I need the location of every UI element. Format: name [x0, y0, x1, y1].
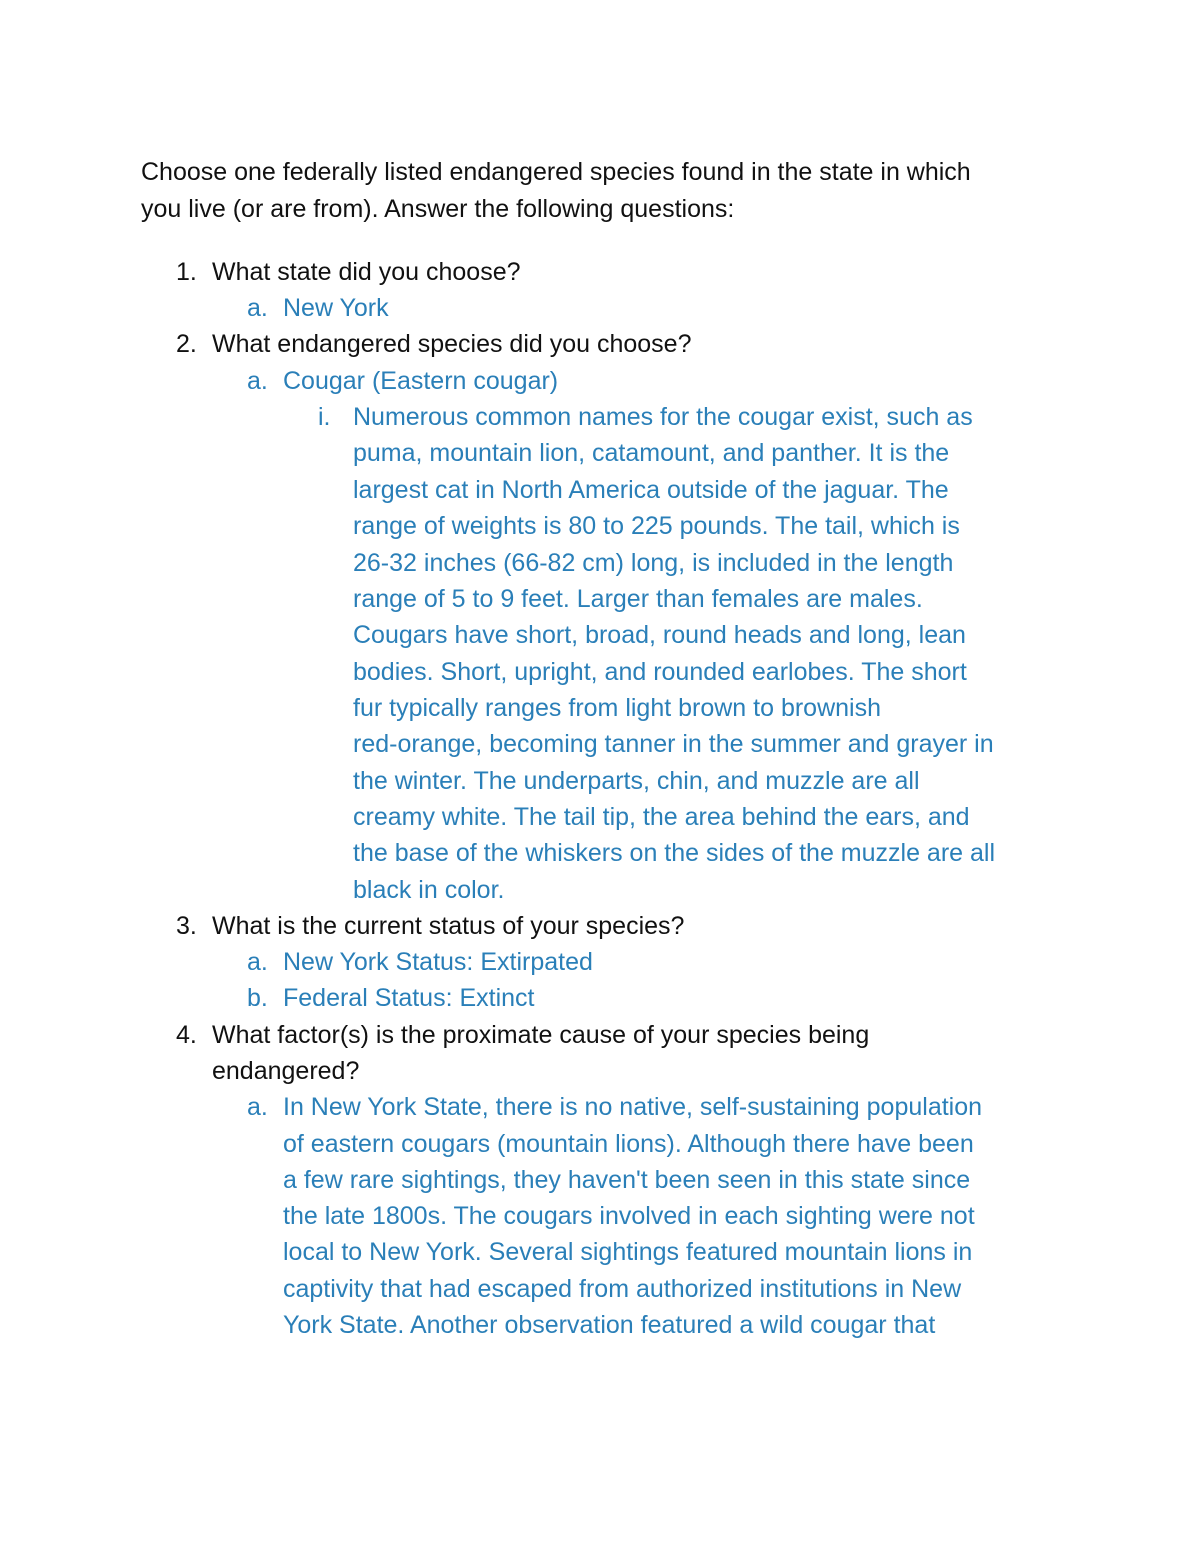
q2-sub-line: bodies. Short, upright, and rounded earlobes. The short: [353, 658, 967, 686]
q4-number: 4.: [176, 1021, 197, 1049]
q3-question: What is the current status of your species?: [212, 912, 685, 940]
intro-line-2: you live (or are from). Answer the following questions:: [141, 195, 735, 223]
q4-answer-line: the late 1800s. The cougars involved in each sighting were not: [283, 1202, 975, 1230]
q4-answer-a-marker: a.: [247, 1093, 268, 1121]
q3-answer-b-marker: b.: [247, 984, 268, 1012]
q4-answer-line: In New York State, there is no native, self-sustaining population: [283, 1093, 983, 1121]
q2-answer-a: Cougar (Eastern cougar): [283, 367, 559, 395]
q3-answer-a: New York Status: Extirpated: [283, 948, 593, 976]
q2-sub-line: black in color.: [353, 876, 505, 904]
q2-sub-line: range of 5 to 9 feet. Larger than females are males.: [353, 585, 923, 613]
q1-number: 1.: [176, 258, 197, 286]
intro-line-1: Choose one federally listed endangered species found in the state in which: [141, 158, 971, 186]
q1-question: What state did you choose?: [212, 258, 521, 286]
q2-question: What endangered species did you choose?: [212, 330, 692, 358]
q2-number: 2.: [176, 330, 197, 358]
q1-answer-a: New York: [283, 294, 389, 322]
q4-answer-line: captivity that had escaped from authorized institutions in New: [283, 1275, 962, 1303]
q2-sub-line: 26-32 inches (66-82 cm) long, is included in the length: [353, 549, 954, 577]
q2-sub-i-marker: i.: [318, 403, 331, 431]
q4-question-line-2: endangered?: [212, 1057, 360, 1085]
q4-answer-line: a few rare sightings, they haven't been seen in this state since: [283, 1166, 971, 1194]
q2-sub-line: range of weights is 80 to 225 pounds. The tail, which is: [353, 512, 960, 540]
q2-sub-line: fur typically ranges from light brown to brownish: [353, 694, 882, 722]
q4-answer-line: of eastern cougars (mountain lions). Although there have been: [283, 1130, 974, 1158]
q3-answer-a-marker: a.: [247, 948, 268, 976]
q2-sub-line: largest cat in North America outside of the jaguar. The: [353, 476, 949, 504]
q2-sub-line: red-orange, becoming tanner in the summer and grayer in: [353, 730, 994, 758]
q2-sub-line: Numerous common names for the cougar exist, such as: [353, 403, 973, 431]
q2-sub-line: creamy white. The tail tip, the area behind the ears, and: [353, 803, 970, 831]
q1-answer-a-marker: a.: [247, 294, 268, 322]
q2-sub-line: the base of the whiskers on the sides of the muzzle are all: [353, 839, 996, 867]
q4-answer-line: local to New York. Several sightings featured mountain lions in: [283, 1238, 973, 1266]
q2-answer-a-marker: a.: [247, 367, 268, 395]
q2-sub-line: puma, mountain lion, catamount, and panther. It is the: [353, 439, 950, 467]
q2-sub-line: the winter. The underparts, chin, and muzzle are all: [353, 767, 920, 795]
q4-answer-line: York State. Another observation featured a wild cougar that: [283, 1311, 936, 1339]
q4-question-line-1: What factor(s) is the proximate cause of your species being: [212, 1021, 870, 1049]
q3-answer-b: Federal Status: Extinct: [283, 984, 535, 1012]
q2-sub-line: Cougars have short, broad, round heads and long, lean: [353, 621, 966, 649]
q3-number: 3.: [176, 912, 197, 940]
